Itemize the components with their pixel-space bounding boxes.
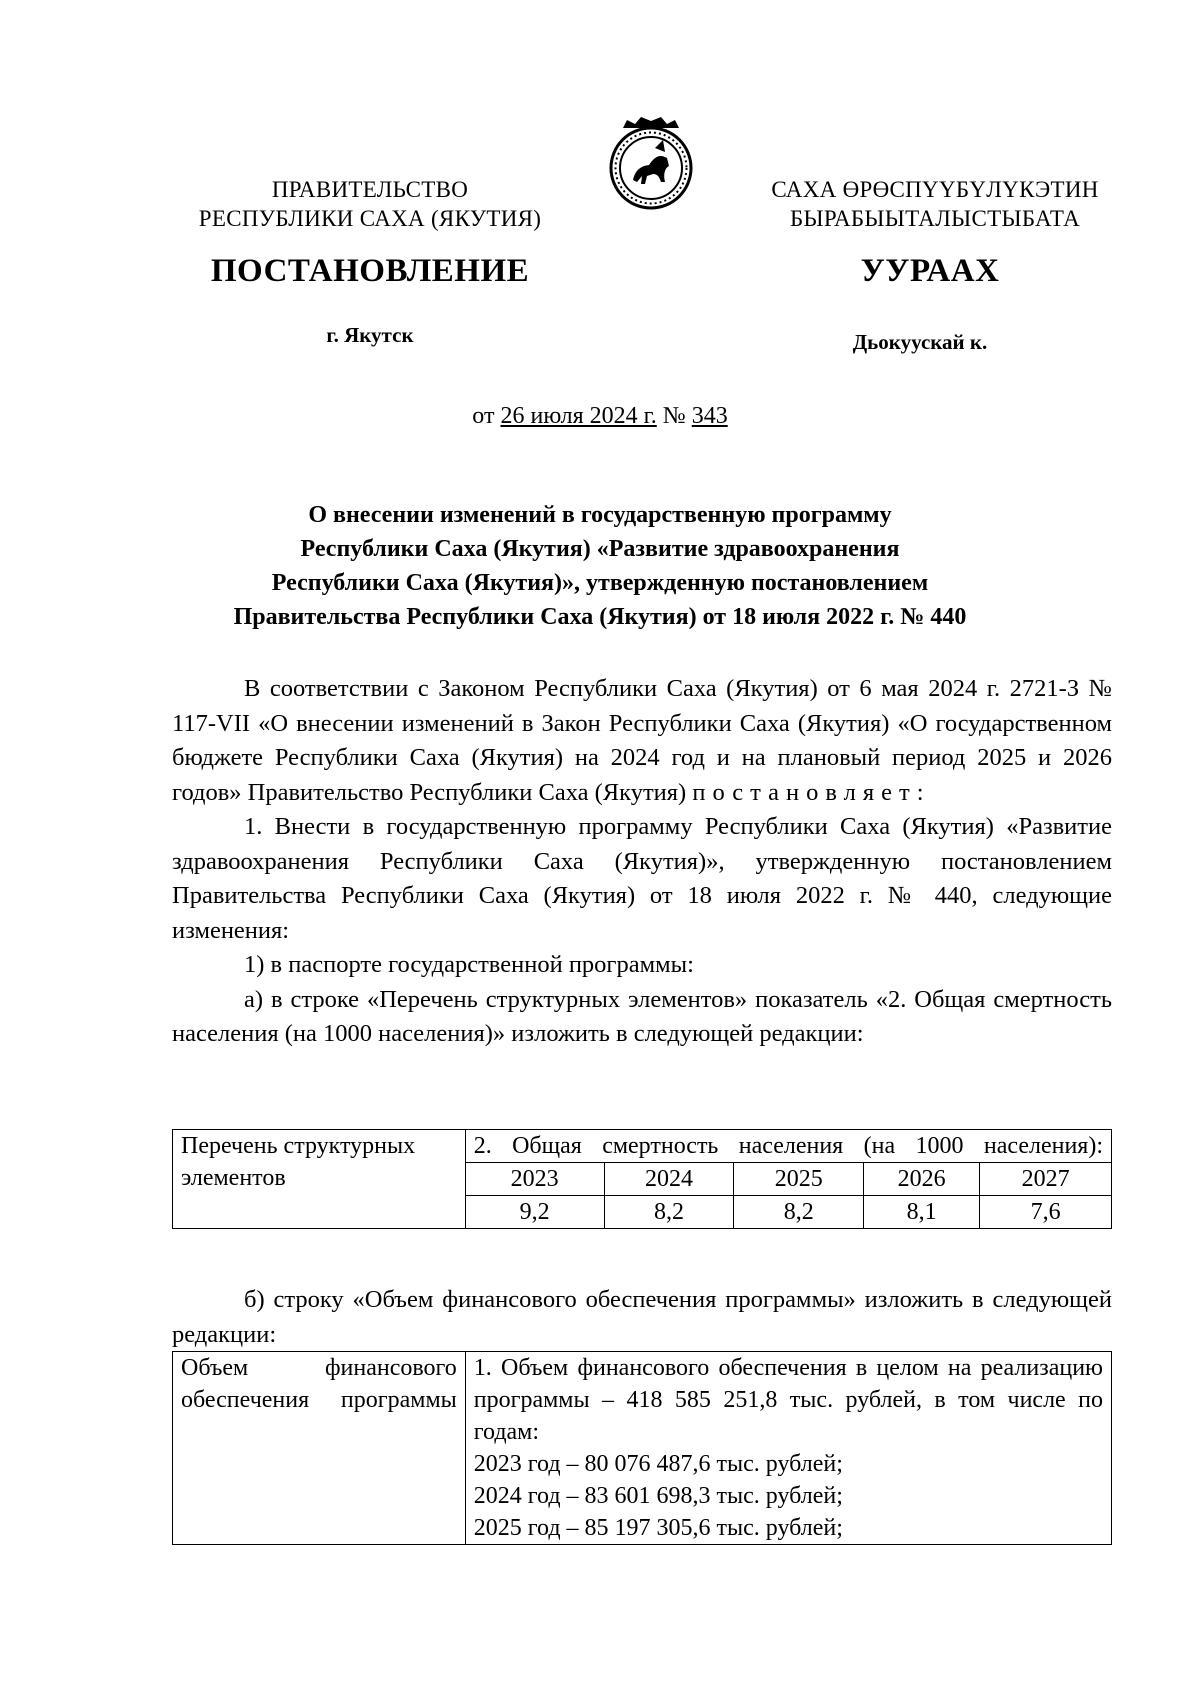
title-line: Республики Саха (Якутия)», утвержденную постановлением — [271, 570, 929, 596]
org-name-sah-line2: БЫРАБЫЫТАЛЫСТЫБАТА — [789, 206, 1081, 231]
header-right-block — [740, 175, 1130, 233]
clause-1-paragraph: 1. Внести в государственную программу Республики Саха (Якутия) «Развитие здравоохранения Республики Саха (Якутия)», утвержденную постановлением Правительства Республики Саха (Якутия) от 18 июля 2022 г. № 440, следующие изменения: — [172, 813, 1112, 944]
table1-year-cell: 2027 — [980, 1163, 1112, 1196]
document-date: 26 июля 2024 г. — [500, 403, 657, 429]
table1-value-cell: 8,1 — [864, 1196, 980, 1229]
table1-value-cell: 7,6 — [980, 1196, 1112, 1229]
table1-row-label: Перечень структурных элементов — [173, 1130, 466, 1229]
table1-value-cell: 8,2 — [604, 1196, 734, 1229]
date-number-line — [0, 403, 1200, 430]
table2-total-text: 1. Объем финансового обеспечения в целом на реализацию программы – 418 585 251,8 тыс. рублей, в том числе по годам: — [473, 1355, 1103, 1445]
clause-a-paragraph: а) в строке «Перечень структурных элементов» показатель «2. Общая смертность населения (на 1000 населения)» изложить в следующей редакции: — [172, 985, 1112, 1047]
table2-year-line: 2025 год – 85 197 305,6 тыс. рублей; — [473, 1515, 843, 1541]
table1-value-cell: 9,2 — [465, 1196, 604, 1229]
table1-year-cell: 2023 — [465, 1163, 604, 1196]
table2-row-label: Объем финансового обеспечения программы — [173, 1352, 466, 1545]
body-paragraphs — [172, 672, 1112, 1052]
mortality-indicator-table — [172, 1129, 1112, 1229]
org-name-sah-line1: САХА ӨРӨСПҮҮБҮЛҮКЭТИН — [771, 177, 1099, 202]
clause-b-block — [172, 1283, 1112, 1352]
document-title — [150, 498, 1050, 634]
doc-type-sah: УУРААХ — [860, 253, 1000, 289]
table2-year-line: 2023 год – 80 076 487,6 тыс. рублей; — [473, 1451, 843, 1477]
org-name-ru-line1: ПРАВИТЕЛЬСТВО — [271, 177, 469, 202]
clause-1-1-paragraph: 1) в паспорте государственной программы: — [244, 951, 694, 978]
date-prefix: от — [472, 403, 495, 429]
table1-year-cell: 2025 — [734, 1163, 864, 1196]
table1-indicator-text: 2. Общая смертность населения (на 1000 населения): — [465, 1130, 1111, 1163]
clause-b-paragraph: б) строку «Объем финансового обеспечения программы» изложить в следующей редакции: — [172, 1286, 1112, 1348]
number-sign: № — [662, 403, 686, 429]
org-name-ru-line2: РЕСПУБЛИКИ САХА (ЯКУТИЯ) — [198, 206, 542, 231]
resolves-word: постановляет: — [692, 778, 931, 806]
table1-year-cell: 2026 — [864, 1163, 980, 1196]
title-line: Республики Саха (Якутия) «Развитие здравоохранения — [300, 536, 900, 562]
title-line: О внесении изменений в государственную программу — [308, 502, 892, 528]
city-ru: г. Якутск — [326, 323, 414, 347]
doc-type-ru: ПОСТАНОВЛЕНИЕ — [210, 253, 530, 289]
table1-year-cell: 2024 — [604, 1163, 734, 1196]
document-number: 343 — [691, 403, 728, 429]
city-sah: Дьокуускай к. — [852, 330, 988, 354]
table2-content-cell — [465, 1352, 1111, 1545]
preamble-paragraph: В соответствии с Законом Республики Саха (Якутия) от 6 мая 2024 г. 2721-З № 117-VII «О внесении изменений в Закон Республики Саха (Якутия) «О государственном бюджете Республики Саха (Якутия) на 2024 год и на плановый период 2025 и 2026 годов» Правительство Республики Саха (Якутия) постановляет: — [172, 675, 1112, 806]
coat-of-arms-emblem-icon — [605, 110, 697, 210]
table2-year-line: 2024 год – 83 601 698,3 тыс. рублей; — [473, 1483, 843, 1509]
financing-table — [172, 1351, 1112, 1545]
title-line: Правительства Республики Саха (Якутия) от 18 июля 2022 г. № 440 — [233, 604, 967, 630]
header-left-block — [170, 175, 570, 233]
table1-value-cell: 8,2 — [734, 1196, 864, 1229]
